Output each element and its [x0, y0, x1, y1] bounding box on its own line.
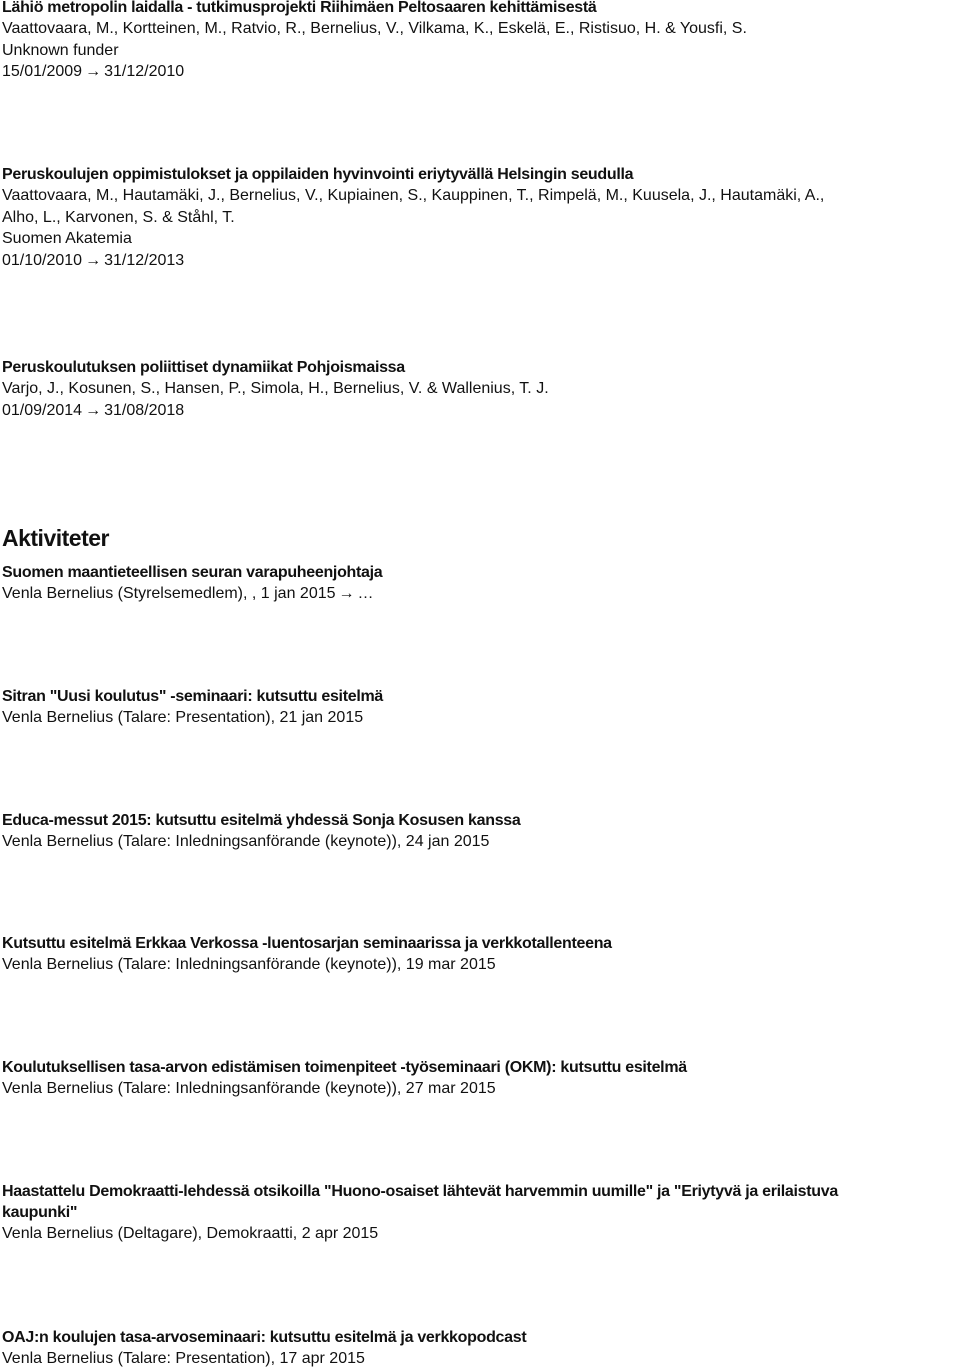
activity-title[interactable]: Haastattelu Demokraatti-lehdessä otsikoilla "Huono-osaiset lähtevät harvemmin uumille" ja "Eriytyvä ja erilaistuva: [2, 1183, 838, 1200]
arrow-right-icon: →: [85, 401, 102, 419]
project-title[interactable]: Lähiö metropolin laidalla - tutkimusprojekti Riihimäen Peltosaaren kehittämisestä: [2, 0, 597, 16]
activity-title[interactable]: Suomen maantieteellisen seuran varapuheenjohtaja: [2, 564, 383, 581]
project-dates: [2, 250, 952, 272]
end-date: 31/08/2018: [104, 401, 185, 419]
arrow-right-icon: →: [85, 251, 102, 269]
activity-entry: [2, 933, 952, 976]
activity-entry: [2, 562, 952, 605]
activity-title-continued[interactable]: kaupunki": [2, 1204, 78, 1221]
project-authors: Vaattovaara, M., Kortteinen, M., Ratvio, R., Bernelius, V., Vilkama, K., Eskelä, E., Ristisuo, H. & Yousfi, S.: [2, 20, 747, 37]
activity-entry: [2, 686, 952, 729]
activity-entry: [2, 1327, 952, 1370]
activity-title[interactable]: Sitran "Uusi koulutus" -seminaari: kutsuttu esitelmä: [2, 688, 383, 705]
activity-title[interactable]: Kutsuttu esitelmä Erkkaa Verkossa -luentosarjan seminaarissa ja verkkotallenteena: [2, 935, 612, 952]
activity-meta: Venla Bernelius (Deltagare), Demokraatti, 2 apr 2015: [2, 1225, 379, 1242]
project-funder: Suomen Akatemia: [2, 230, 132, 247]
activity-title[interactable]: Koulutuksellisen tasa-arvon edistämisen toimenpiteet -työseminaari (OKM): kutsuttu esitelmä: [2, 1059, 687, 1076]
start-date: 01/10/2010: [2, 251, 83, 269]
activity-meta: [2, 583, 952, 605]
activity-meta: Venla Bernelius (Talare: Inledningsanförande (keynote)), 27 mar 2015: [2, 1080, 496, 1097]
project-authors: Varjo, J., Kosunen, S., Hansen, P., Simola, H., Bernelius, V. & Wallenius, T. J.: [2, 380, 549, 397]
activities-heading: Aktiviteter: [2, 525, 109, 551]
activity-meta: Venla Bernelius (Talare: Presentation), 21 jan 2015: [2, 709, 364, 726]
project-title[interactable]: Peruskoulutuksen poliittiset dynamiikat Pohjoismaissa: [2, 359, 405, 376]
project-authors: Vaattovaara, M., Hautamäki, J., Bernelius, V., Kupiainen, S., Kauppinen, T., Rimpelä, M., Kuusela, J., Hautamäki, A.,: [2, 187, 825, 204]
activity-entry: [2, 1057, 952, 1100]
activity-entry: [2, 810, 952, 853]
activity-entry: [2, 1181, 952, 1245]
project-entry: [2, 164, 952, 271]
project-funder: Unknown funder: [2, 41, 119, 59]
activity-meta: Venla Bernelius (Talare: Presentation), 17 apr 2015: [2, 1350, 365, 1367]
start-date: 15/01/2009: [2, 63, 83, 80]
start-date: 01/09/2014: [2, 401, 83, 419]
project-entry: [2, 0, 952, 83]
project-dates: [2, 400, 952, 422]
project-authors-continued: Alho, L., Karvonen, S. & Ståhl, T.: [2, 208, 235, 226]
end-date: 31/12/2010: [104, 63, 185, 80]
end-date: 31/12/2013: [104, 251, 185, 269]
arrow-right-icon: →: [85, 63, 102, 80]
activity-meta: Venla Bernelius (Talare: Inledningsanförande (keynote)), 19 mar 2015: [2, 956, 496, 973]
activity-title[interactable]: Educa-messut 2015: kutsuttu esitelmä yhdessä Sonja Kosusen kanssa: [2, 812, 521, 829]
project-title[interactable]: Peruskoulujen oppimistulokset ja oppilaiden hyvinvointi eriytyvällä Helsingin seudulla: [2, 166, 634, 183]
activity-title[interactable]: OAJ:n koulujen tasa-arvoseminaari: kutsuttu esitelmä ja verkkopodcast: [2, 1329, 527, 1346]
arrow-right-icon: →: [338, 585, 355, 602]
project-dates: [2, 61, 952, 83]
activity-meta: Venla Bernelius (Talare: Inledningsanförande (keynote)), 24 jan 2015: [2, 833, 490, 850]
activity-meta-text: Venla Bernelius (Styrelsemedlem), , 1 jan 2015: [2, 585, 336, 602]
project-entry: [2, 357, 952, 421]
open-end-ellipsis: …: [357, 585, 374, 602]
